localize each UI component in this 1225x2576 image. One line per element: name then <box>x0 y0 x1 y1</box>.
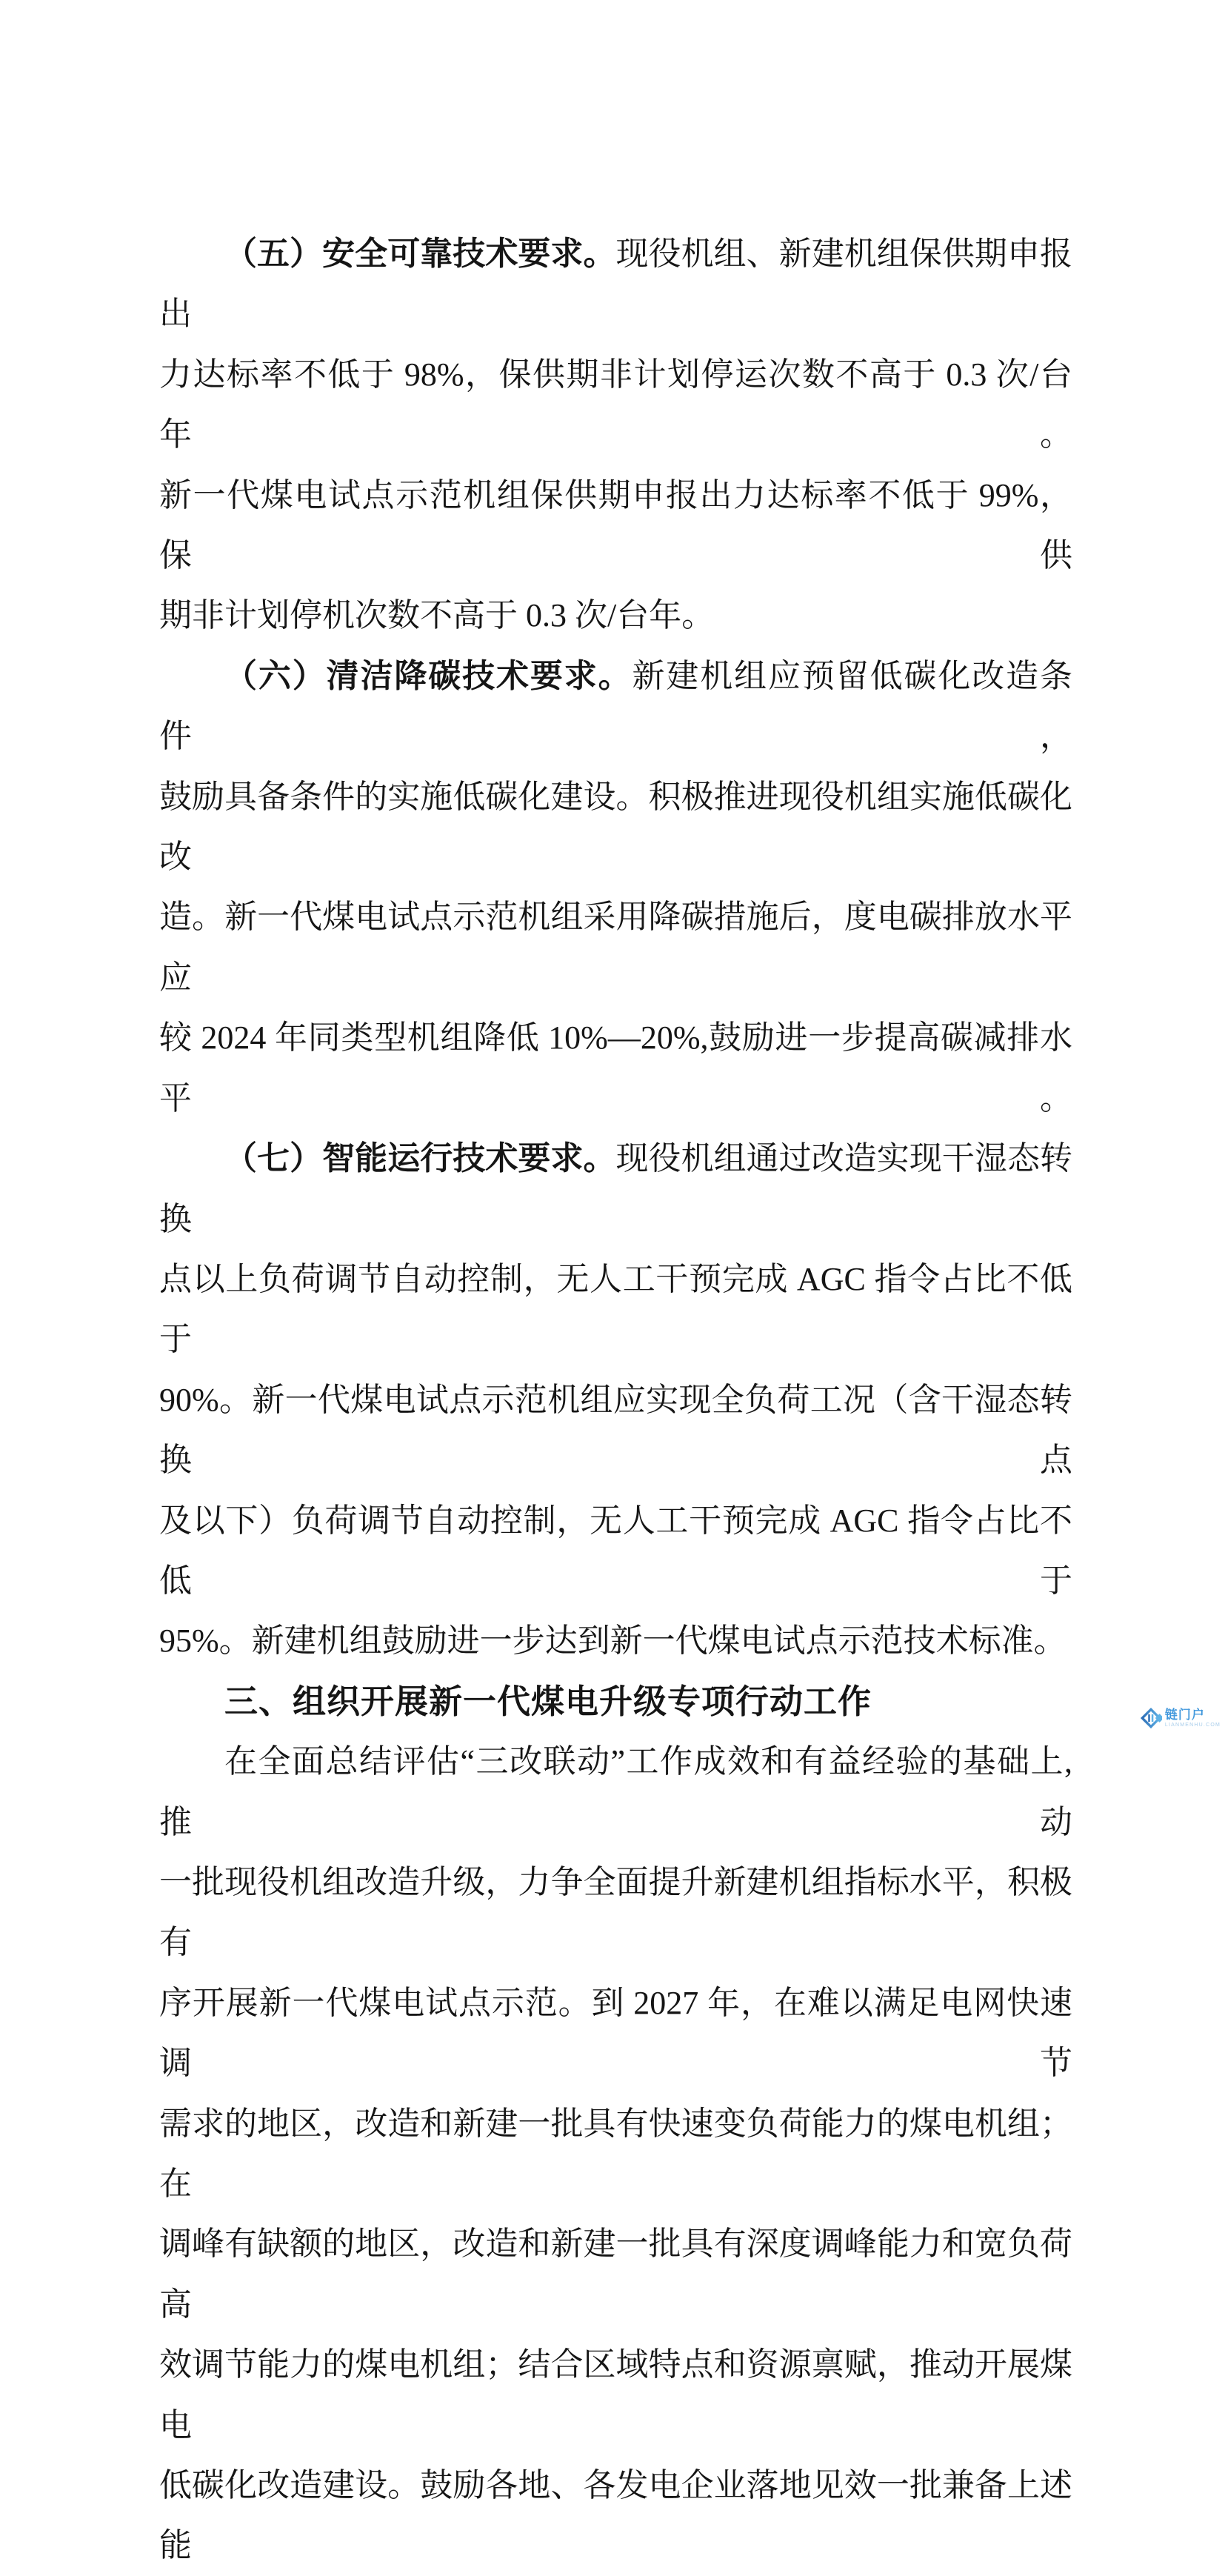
line-text: 现役机组、新建机组保供期申报出 <box>159 236 1073 333</box>
clause-label: （七）智能运行技术要求。 <box>224 1140 616 1177</box>
text-line <box>159 1852 1072 1973</box>
text-line <box>159 2455 1072 2576</box>
line-text: 三、组织开展新一代煤电升级专项行动工作 <box>224 1682 872 1720</box>
line-text: 序开展新一代煤电试点示范。到 2027 年，在难以满足电网快速调节 <box>159 1984 1072 2082</box>
watermark-brand: 链门户 <box>1164 1708 1205 1722</box>
line-text: 较 2024 年同类型机组降低 10%—20%,鼓励进一步提高碳减排水平。 <box>159 1019 1072 1116</box>
text-line <box>159 1249 1072 1370</box>
text-line <box>159 345 1072 465</box>
text-line <box>159 887 1072 1008</box>
clause-label: （五）安全可靠技术要求。 <box>224 236 616 272</box>
text-line <box>159 2214 1072 2334</box>
text-line <box>159 1128 1072 1249</box>
text-line <box>159 585 1072 645</box>
text-line <box>159 1370 1072 1491</box>
text-line <box>159 767 1072 888</box>
line-text: 新建机组应预留低碳化改造条件， <box>159 657 1072 755</box>
text-line <box>159 646 1072 767</box>
watermark-domain: LIANMENHU.COM <box>1164 1723 1221 1728</box>
watermark <box>1140 1707 1221 1729</box>
line-text: 力达标率不低于 98%，保供期非计划停运次数不高于 0.3 次/台年。 <box>159 356 1072 453</box>
line-text: 95%。新建机组鼓励进一步达到新一代煤电试点示范技术标准。 <box>159 1623 1067 1660</box>
line-text: 及以下）负荷调节自动控制，无人工干预完成 AGC 指令占比不低于 <box>159 1502 1072 1599</box>
section-heading <box>159 1671 1072 1731</box>
document-body <box>159 224 1072 2576</box>
line-text: 90%。新一代煤电试点示范机组应实现全负荷工况（含干湿态转换点 <box>159 1381 1072 1479</box>
line-text: 需求的地区，改造和新建一批具有快速变负荷能力的煤电机组；在 <box>159 2105 1072 2202</box>
text-line <box>159 1611 1072 1671</box>
text-line <box>159 1973 1072 2094</box>
text-line <box>159 1731 1072 1852</box>
line-text: 一批现役机组改造升级，力争全面提升新建机组指标水平，积极有 <box>159 1863 1072 1961</box>
line-text: 点以上负荷调节自动控制，无人工干预完成 AGC 指令占比不低于 <box>159 1260 1072 1358</box>
line-text: 期非计划停机次数不高于 0.3 次/台年。 <box>159 597 715 634</box>
text-line <box>159 2094 1072 2214</box>
text-line <box>159 1008 1072 1128</box>
text-line <box>159 1491 1072 1611</box>
line-text: 低碳化改造建设。鼓励各地、各发电企业落地见效一批兼备上述能 <box>159 2467 1072 2564</box>
line-text: 现役机组通过改造实现干湿态转换 <box>159 1140 1073 1237</box>
line-text: 效调节能力的煤电机组；结合区域特点和资源禀赋，推动开展煤电 <box>159 2346 1072 2443</box>
line-text: 鼓励具备条件的实施低碳化建设。积极推进现役机组实施低碳化改 <box>159 778 1072 876</box>
text-line <box>159 2334 1072 2455</box>
diamond-chain-icon <box>1140 1707 1162 1729</box>
text-line <box>159 224 1072 345</box>
text-line <box>159 465 1072 586</box>
line-text: 调峰有缺额的地区，改造和新建一批具有深度调峰能力和宽负荷高 <box>159 2226 1072 2323</box>
line-text: 在全面总结评估“三改联动”工作成效和有益经验的基础上,推动 <box>159 1743 1072 1840</box>
line-text: 新一代煤电试点示范机组保供期申报出力达标率不低于 99%，保供 <box>159 476 1072 574</box>
line-text: 造。新一代煤电试点示范机组采用降碳措施后，度电碳排放水平应 <box>159 899 1072 996</box>
clause-label: （六）清洁降碳技术要求。 <box>224 657 632 694</box>
